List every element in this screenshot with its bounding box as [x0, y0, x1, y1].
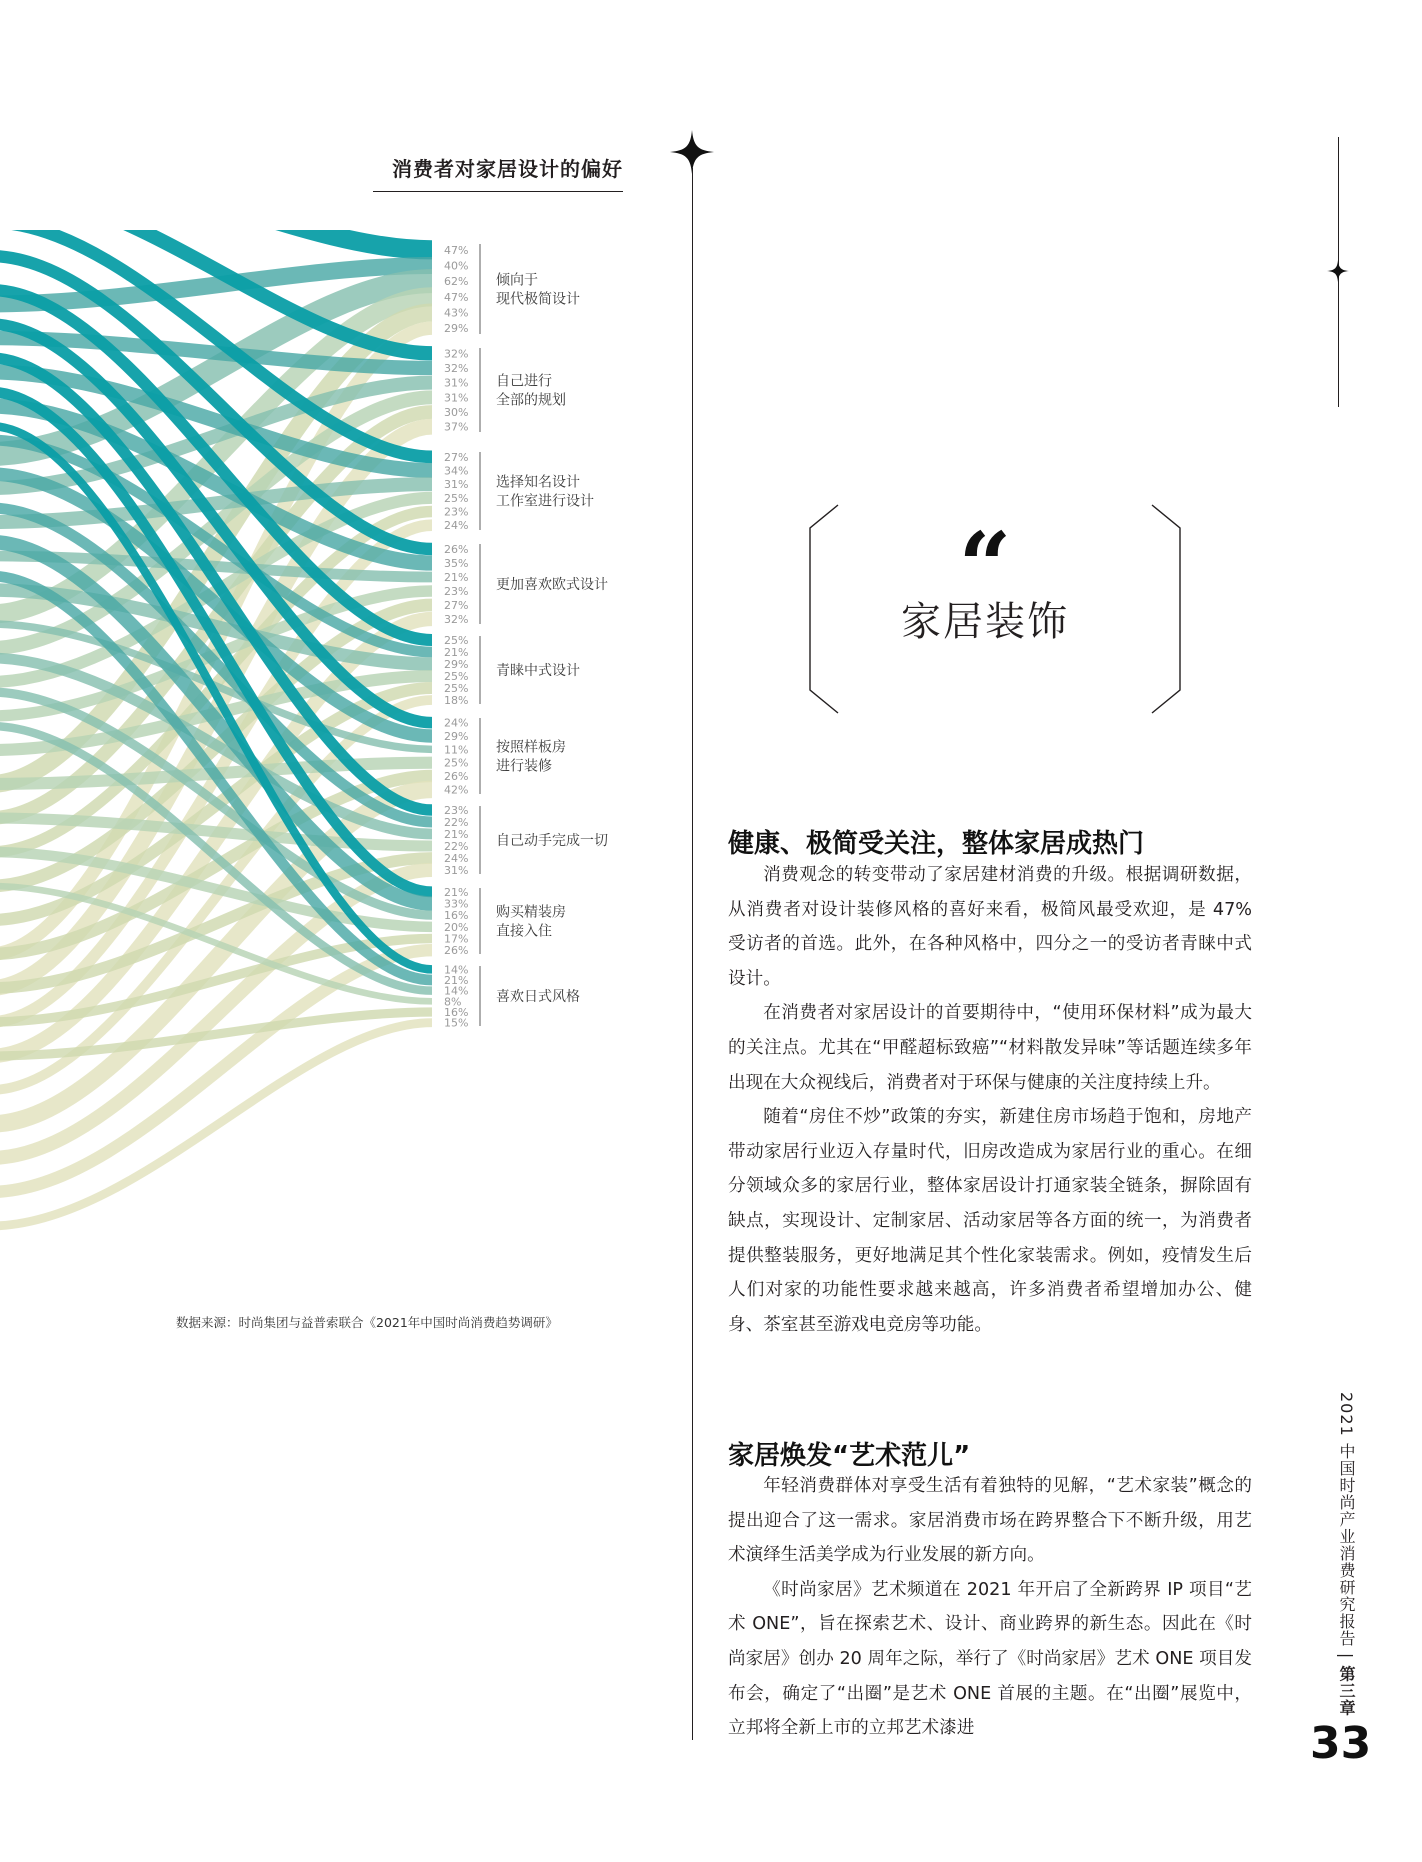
sparkle-icon: [668, 128, 716, 176]
percentage-label: 31%: [444, 478, 469, 492]
section-2-body: [728, 1469, 1252, 1746]
category-label: 自己动手完成一切: [496, 833, 608, 849]
percentage-label: 21%: [444, 828, 469, 841]
category-label: 按照样板房进行装修: [496, 739, 566, 775]
percentage-label: 26%: [444, 770, 469, 783]
percentage-label: 31%: [444, 376, 469, 390]
percentage-label: 23%: [444, 505, 469, 519]
percentage-label: 25%: [444, 756, 469, 770]
section-heading-2: 家居焕发“艺术范儿”: [728, 1441, 971, 1471]
chart-title-underline: [373, 191, 623, 192]
percentage-label: 22%: [444, 840, 469, 853]
separator: |: [1337, 1652, 1356, 1660]
paragraph: 在消费者对家居设计的首要期待中，“使用环保材料”成为最大的关注点。尤其在“甲醛超标致癌”“材料散发异味”等话题连续多年出现在大众视线后，消费者对于环保与健康的关注度持续上升。: [728, 1003, 1252, 1093]
percentage-label: 29%: [444, 322, 469, 336]
percentage-label: 14%: [444, 984, 469, 998]
percentage-label: 11%: [444, 743, 469, 757]
category-label: 倾向于现代极简设计: [496, 272, 580, 308]
percentage-label: 37%: [444, 420, 469, 434]
flow-lines: [0, 230, 432, 1226]
quote-title: 家居装饰: [901, 599, 1069, 645]
category-label: 喜欢日式风格: [496, 989, 580, 1005]
percentage-label: 42%: [444, 783, 469, 797]
percentage-label: 21%: [444, 571, 469, 584]
chapter-label: 第三章: [1337, 1665, 1356, 1717]
percentage-label: 16%: [444, 909, 469, 923]
percentage-label: 32%: [444, 613, 469, 626]
percentage-label: 47%: [444, 243, 469, 257]
percentage-label: 32%: [444, 347, 469, 361]
percentage-label: 32%: [444, 362, 469, 375]
report-title: 2021 中国时尚产业消费研究报告: [1337, 1392, 1356, 1647]
small-sparkle-icon: [1326, 259, 1350, 283]
percentage-label: 35%: [444, 557, 469, 570]
percentage-label: 47%: [444, 290, 469, 304]
quotation-mark-icon: “: [958, 512, 1012, 620]
category-label: 青睐中式设计: [496, 663, 580, 679]
category-label: 更加喜欢欧式设计: [496, 577, 608, 593]
percentage-label: 21%: [444, 885, 469, 899]
paragraph: 年轻消费群体对享受生活有着独特的见解，“艺术家装”概念的提出迎合了这一需求。家居消费市场在跨界整合下不断升级，用艺术演绎生活美学成为行业发展的新方向。: [728, 1476, 1252, 1566]
center-divider: [692, 168, 693, 1740]
running-header: [1328, 1392, 1358, 1716]
category-label: 自己进行全部的规划: [496, 373, 566, 409]
percentage-label: 62%: [444, 275, 469, 289]
data-source-note: 数据来源：时尚集团与益普索联合《2021年中国时尚消费趋势调研》: [176, 1315, 558, 1330]
category-labels: [496, 273, 608, 1006]
percentage-label: 33%: [444, 897, 469, 911]
percentage-label: 20%: [444, 920, 469, 934]
percentage-label: 31%: [444, 391, 469, 405]
paragraph: 《时尚家居》艺术频道在 2021 年开启了全新跨界 IP 项目“艺术 ONE”，旨在探索艺术、设计、商业跨界的新生态。因此在《时尚家居》创办 20 周年之际，举行了《时尚家居》艺术 ONE 项目发布会，确定了“出圈”是艺术 ONE 首展的主题。在“出圈”展览中，立邦将全新上市的立邦艺术漆进: [728, 1579, 1252, 1739]
percentage-label: 16%: [444, 1006, 469, 1019]
percentage-label: 40%: [444, 259, 469, 273]
percentage-label: 29%: [444, 730, 469, 743]
percentage-label: 43%: [444, 306, 469, 320]
percentage-label: 15%: [444, 1016, 469, 1030]
percentage-label: 25%: [444, 670, 469, 683]
paragraph: 随着“房住不炒”政策的夯实，新建住房市场趋于饱和，房地产带动家居行业迈入存量时代，旧房改造成为家居行业的重心。在细分领域众多的家居行业，整体家居设计打通家装全链条，摒除固有缺点，实现设计、定制家居、活动家居等各方面的统一，为消费者提供整装服务，更好地满足其个性化家装需求。例如，疫情发生后人们对家的功能性要求越来越高，许多消费者希望增加办公、健身、茶室甚至游戏电竞房等功能。: [728, 1107, 1252, 1335]
percentage-label: 25%: [444, 682, 469, 695]
percentage-label: 23%: [444, 804, 469, 817]
chart-title: 消费者对家居设计的偏好: [392, 157, 623, 181]
percentage-label: 31%: [444, 864, 469, 877]
paragraph: 消费观念的转变带动了家居建材消费的升级。根据调研数据，从消费者对设计装修风格的喜好来看，极简风最受欢迎，是 47% 受访者的首选。此外，在各种风格中，四分之一的受访者青睐中式设计。: [728, 865, 1252, 989]
percentage-label: 24%: [444, 852, 469, 865]
percentage-label: 8%: [444, 995, 462, 1009]
category-label: 购买精装房直接入住: [496, 904, 566, 940]
preference-flow-chart: [0, 230, 640, 1250]
percentage-label: 24%: [444, 519, 469, 533]
percentage-label: 26%: [444, 543, 469, 556]
section-1-body: [728, 858, 1252, 1342]
percentage-labels: [444, 244, 468, 1030]
percentage-label: 25%: [444, 634, 469, 647]
section-heading-1: 健康、极简受关注，整体家居成热门: [728, 829, 1145, 859]
percentage-label: 14%: [444, 963, 469, 977]
percentage-label: 24%: [444, 716, 469, 730]
percentage-label: 18%: [444, 694, 469, 707]
percentage-label: 27%: [444, 599, 469, 612]
percentage-label: 27%: [444, 450, 469, 464]
percentage-label: 17%: [444, 932, 469, 946]
percentage-label: 22%: [444, 816, 469, 829]
percentage-label: 26%: [444, 944, 469, 958]
percentage-label: 23%: [444, 585, 469, 598]
percentage-label: 21%: [444, 646, 469, 659]
percentage-label: 21%: [444, 974, 469, 987]
percentage-label: 34%: [444, 464, 469, 478]
category-label: 选择知名设计工作室进行设计: [496, 474, 594, 510]
percentage-label: 30%: [444, 406, 469, 419]
percentage-label: 29%: [444, 658, 469, 671]
percentage-label: 25%: [444, 491, 469, 505]
page-number: 33: [1310, 1718, 1372, 1769]
